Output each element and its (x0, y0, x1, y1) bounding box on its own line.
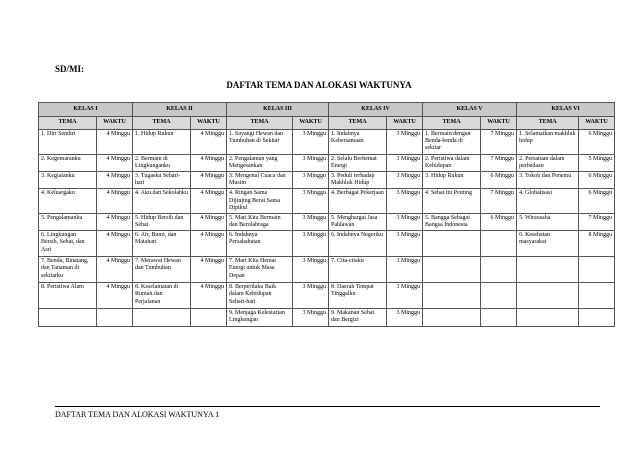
time-cell: 4 Minggu (97, 257, 133, 283)
theme-cell (517, 257, 579, 283)
theme-cell: 8. Peristiwa Alam (39, 283, 97, 309)
theme-cell: 2. Bermain di Lingkunganku (133, 154, 191, 171)
time-cell: 7 Minggu (481, 130, 517, 155)
table-row (39, 189, 615, 214)
time-column-header: WAKTU (481, 117, 517, 130)
time-cell: 4 Minggu (191, 130, 227, 155)
column-header-row (39, 117, 615, 130)
time-cell: 4 Minggu (191, 171, 227, 188)
time-cell: 7 Minggu (481, 189, 517, 214)
time-cell: 4 Minggu (97, 283, 133, 309)
theme-cell: 2. Kegemaranku (39, 154, 97, 171)
time-cell: 3 Minggu (387, 130, 423, 155)
theme-column-header: TEMA (329, 117, 387, 130)
time-cell: 6 Minggu (579, 130, 615, 155)
page-footer: DAFTAR TEMA DAN ALOKASI WAKTUNYA 1 (55, 410, 220, 419)
theme-cell: 2. Peristiwa dalam Kehidupan (423, 154, 481, 171)
time-cell: 4 Minggu (97, 171, 133, 188)
class-header: KELAS I (39, 103, 133, 117)
theme-cell: 6. Kesehatan masyarakat (517, 231, 579, 257)
time-cell: 3 Minggu (293, 213, 329, 230)
time-cell: 4 Minggu (191, 213, 227, 230)
theme-cell: 5. Bangga Sebagai Bangsa Indonesia (423, 213, 481, 230)
school-level-label: SD/MI: (55, 64, 84, 74)
time-cell: 4 Minggu (97, 231, 133, 257)
time-cell (481, 283, 517, 309)
time-cell: 6 Minggu (481, 213, 517, 230)
time-cell: 4 Minggu (191, 189, 227, 214)
time-cell: 3 Minggu (387, 189, 423, 214)
time-cell: 4 Minggu (191, 231, 227, 257)
theme-column-header: TEMA (517, 117, 579, 130)
theme-cell: 1. Sayangi Hewan dan Tumbuhan di Sekitar (227, 130, 293, 155)
theme-cell (39, 309, 97, 326)
theme-cell: 6. Indahnya Negeriku (329, 231, 387, 257)
theme-cell: 1. Bermain dengan Benda-benda di sekitar (423, 130, 481, 155)
time-column-header: WAKTU (97, 117, 133, 130)
time-cell (579, 309, 615, 326)
table-body (39, 130, 615, 327)
table-row (39, 130, 615, 155)
time-column-header: WAKTU (579, 117, 615, 130)
theme-cell: 5. Menghargai Jasa Pahlawan (329, 213, 387, 230)
table-row (39, 154, 615, 171)
class-header-row (39, 103, 615, 117)
time-cell: 8 Minggu (579, 231, 615, 257)
theme-cell: 5. Mari Kita Bermain dan Berolahraga (227, 213, 293, 230)
time-cell: 3 Minggu (293, 154, 329, 171)
theme-cell: 6. Indahnya Persahabatan (227, 231, 293, 257)
table-row (39, 171, 615, 188)
theme-cell: 4. Aku dan Sekolahku (133, 189, 191, 214)
time-cell: 3 Minggu (293, 189, 329, 214)
time-cell: 4 Minggu (191, 154, 227, 171)
theme-cell: 3. Kegiatanku (39, 171, 97, 188)
footer-divider (55, 406, 600, 407)
theme-cell: 1. Diri Sendiri (39, 130, 97, 155)
time-cell: 3 Minggu (387, 171, 423, 188)
time-cell (97, 309, 133, 326)
time-cell: 3 Minggu (293, 309, 329, 326)
time-cell: 4 Minggu (97, 154, 133, 171)
theme-cell: 8. Daerah Tempat Tinggalku (329, 283, 387, 309)
theme-cell: 4. Berbagai Pekerjaan (329, 189, 387, 214)
time-cell: 3 Minggu (293, 231, 329, 257)
theme-cell: 1. Selamatkan makhluk hidup (517, 130, 579, 155)
class-header: KELAS III (227, 103, 329, 117)
theme-cell (423, 257, 481, 283)
theme-cell: 3. Tugasku Sehari-hari (133, 171, 191, 188)
time-cell: 3 Minggu (387, 283, 423, 309)
theme-cell: 3. Mengenal Cuaca dan Musim (227, 171, 293, 188)
theme-cell: 9. Menjaga Kelestarian Lingkungan (227, 309, 293, 326)
time-cell: 3 Minggu (293, 257, 329, 283)
time-cell (481, 309, 517, 326)
theme-cell: 9. Makanan Sehat dan Bergizi (329, 309, 387, 326)
class-header: KELAS II (133, 103, 227, 117)
theme-column-header: TEMA (133, 117, 191, 130)
time-cell (191, 309, 227, 326)
theme-cell: 2. Selalu Berhemat Energi (329, 154, 387, 171)
theme-cell: 7. Merawat Hewan dan Tumbuhan (133, 257, 191, 283)
time-cell: 4 Minggu (97, 130, 133, 155)
time-cell: 3 Minggu (293, 130, 329, 155)
theme-cell (517, 309, 579, 326)
theme-column-header: TEMA (39, 117, 97, 130)
theme-cell: 1. Indahnya Kebersamaan (329, 130, 387, 155)
theme-cell: 6. Lingkungan Bersih, Sehat, dan Asri (39, 231, 97, 257)
time-cell: 3 Minggu (293, 283, 329, 309)
theme-cell: 4. Keluargaku (39, 189, 97, 214)
time-column-header: WAKTU (293, 117, 329, 130)
time-cell: 4 Minggu (97, 189, 133, 214)
theme-cell: 4. Ringan Sama Dijinjing Berat Sama Dipikul (227, 189, 293, 214)
theme-cell: 1. Hidup Rukun (133, 130, 191, 155)
theme-cell: 6. Air, Bumi, dan Matahari (133, 231, 191, 257)
theme-column-header: TEMA (227, 117, 293, 130)
time-cell: 3 Minggu (387, 213, 423, 230)
theme-cell: 2. Pengalaman yang Mengesankan (227, 154, 293, 171)
time-cell (481, 257, 517, 283)
theme-cell: 3. Peduli terhadap Makhluk Hidup (329, 171, 387, 188)
time-cell: 4 Minggu (191, 283, 227, 309)
theme-allocation-table (38, 102, 615, 327)
time-column-header: WAKTU (387, 117, 423, 130)
theme-cell: 4. Sehat itu Penting (423, 189, 481, 214)
theme-column-header: TEMA (423, 117, 481, 130)
theme-cell: 5. Hidup Bersih dan Sehat (133, 213, 191, 230)
time-cell: 4 Minggu (97, 213, 133, 230)
time-cell: 3 Minggu (387, 257, 423, 283)
table-row (39, 213, 615, 230)
theme-cell: 5. Wirausaha (517, 213, 579, 230)
time-cell: 7 Minggu (579, 213, 615, 230)
time-cell (579, 283, 615, 309)
theme-cell: 8. Keselamatan di Rumah dan Perjalanan (133, 283, 191, 309)
theme-cell: 2. Persatuan dalam perbedaan (517, 154, 579, 171)
time-column-header: WAKTU (191, 117, 227, 130)
theme-cell (133, 309, 191, 326)
theme-cell (423, 309, 481, 326)
theme-cell: 5. Pengalamanku (39, 213, 97, 230)
time-cell: 4 Minggu (191, 257, 227, 283)
theme-cell (423, 283, 481, 309)
time-cell: 6 Minggu (579, 189, 615, 214)
table-row (39, 283, 615, 309)
theme-cell (517, 283, 579, 309)
theme-cell: 7. Mari Kita Hemat Energi untuk Masa Depan (227, 257, 293, 283)
class-header: KELAS IV (329, 103, 423, 117)
theme-cell: 3. Hidup Rukun (423, 171, 481, 188)
time-cell: 3 Minggu (387, 154, 423, 171)
time-cell: 7 Minggu (481, 154, 517, 171)
time-cell: 6 Minggu (481, 171, 517, 188)
time-cell (481, 231, 517, 257)
theme-cell: 4. Globalisasi (517, 189, 579, 214)
page-title: DAFTAR TEMA DAN ALOKASI WAKTUNYA (226, 80, 412, 90)
time-cell: 3 Minggu (387, 231, 423, 257)
theme-cell: 7. Cita-citaku (329, 257, 387, 283)
time-cell: 5 Minggu (579, 154, 615, 171)
theme-cell (423, 231, 481, 257)
class-header: KELAS VI (517, 103, 615, 117)
time-cell: 3 Minggu (293, 171, 329, 188)
table-row (39, 257, 615, 283)
theme-cell: 7. Benda, Binatang, dan Tanaman di sekitarku (39, 257, 97, 283)
theme-cell: 8. Berperilaku Baik dalam Kehidupan Sehari-hari (227, 283, 293, 309)
time-cell: 3 Minggu (387, 309, 423, 326)
time-cell: 6 Minggu (579, 171, 615, 188)
theme-cell: 3. Tokoh dan Penemu (517, 171, 579, 188)
time-cell (579, 257, 615, 283)
class-header: KELAS V (423, 103, 517, 117)
table-row (39, 231, 615, 257)
table-row (39, 309, 615, 326)
